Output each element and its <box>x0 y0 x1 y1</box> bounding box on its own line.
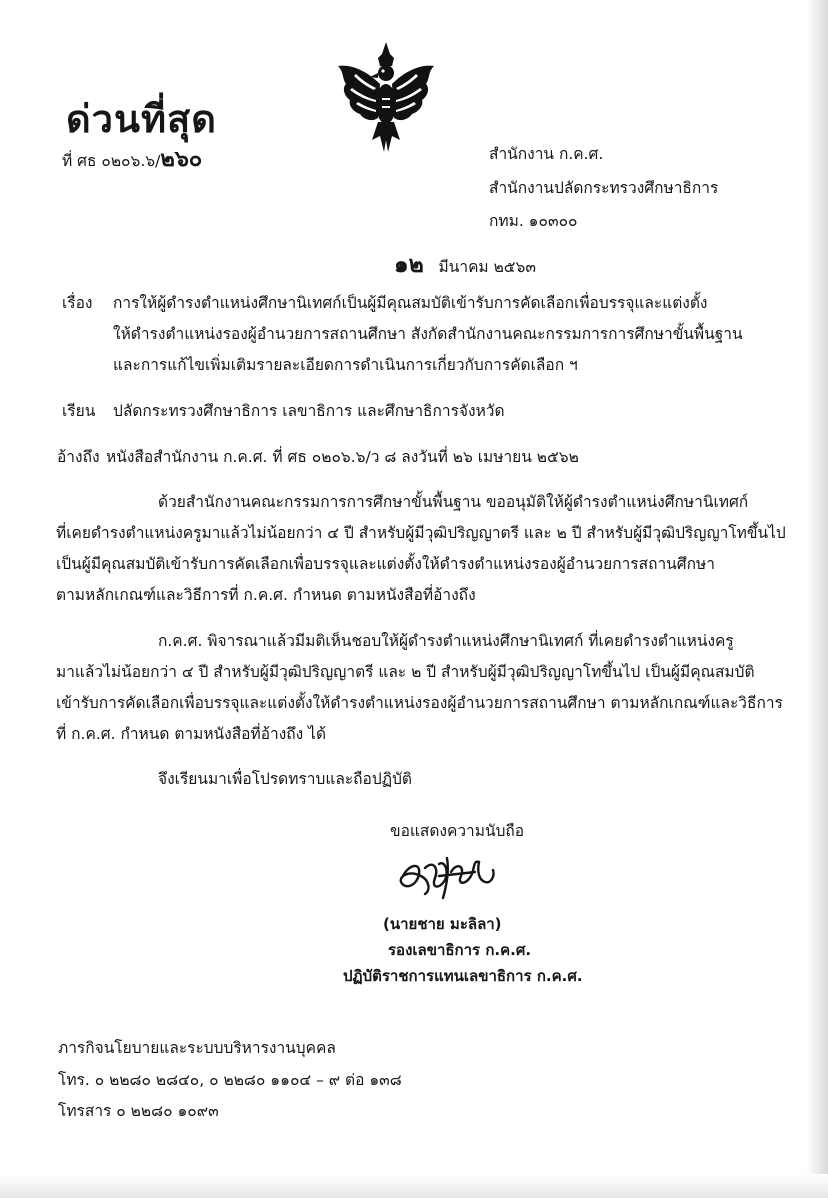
signer-name: (นายชาย มะลิลา) <box>383 915 502 933</box>
recipient-label: เรียน <box>62 402 96 420</box>
office-name-line-2: สำนักงานปลัดกระทรวงศึกษาธิการ <box>489 179 719 197</box>
page-edge-shadow <box>806 0 828 1198</box>
salutation: ขอแสดงความนับถือ <box>390 822 525 840</box>
page-bottom-shadow <box>0 1174 828 1198</box>
date-month-year: มีนาคม ๒๕๖๓ <box>438 258 536 276</box>
office-name-line-1: สำนักงาน ก.ค.ศ. <box>489 145 604 163</box>
subject-line-1: การให้ผู้ดำรงตำแหน่งศึกษานิเทศก์เป็นผู้มีคุณสมบัติเข้ารับการคัดเลือกเพื่อบรรจุและแต่งตั้ง <box>113 294 708 312</box>
closing-request: จึงเรียนมาเพื่อโปรดทราบและถือปฏิบัติ <box>158 770 412 788</box>
footer-phone: โทร. ๐ ๒๒๘๐ ๒๘๔๐, ๐ ๒๒๘๐ ๑๑๐๔ – ๙ ต่อ ๑๓๘ <box>58 1071 402 1089</box>
paragraph-2-line-4: ที่ ก.ค.ศ. กำหนด ตามหนังสือที่อ้างถึง ได้ <box>56 725 327 743</box>
garuda-emblem-icon <box>336 40 436 160</box>
reference-text: หนังสือสำนักงาน ก.ค.ศ. ที่ ศธ ๐๒๐๖.๖/ว ๘ ลงวันที่ ๒๖ เมษายน ๒๕๖๒ <box>106 448 579 466</box>
paragraph-2-line-1: ก.ค.ศ. พิจารณาแล้วมีมติเห็นชอบให้ผู้ดำรงตำแหน่งศึกษานิเทศก์ ที่เคยดำรงตำแหน่งครู <box>158 632 734 650</box>
paragraph-1-line-4: ตามหลักเกณฑ์และวิธีการที่ ก.ค.ศ. กำหนด ตามหนังสือที่อ้างถึง <box>56 586 476 604</box>
subject-line-3: และการแก้ไขเพิ่มเติมรายละเอียดการดำเนินการเกี่ยวกับการคัดเลือก ฯ <box>113 356 578 374</box>
paragraph-2-line-3: เข้ารับการคัดเลือกเพื่อบรรจุและแต่งตั้งให้ดำรงตำแหน่งรองผู้อำนวยการสถานศึกษา ตามหลักเกณฑ์และวิธีการ <box>56 694 783 712</box>
paragraph-1-line-3: เป็นผู้มีคุณสมบัติเข้ารับการคัดเลือกเพื่อบรรจุและแต่งตั้งให้ดำรงตำแหน่งรองผู้อำนวยการสถานศึกษา <box>56 555 715 573</box>
document-number-prefix: ที่ ศธ ๐๒๐๖.๖/ <box>62 152 161 170</box>
office-address: กทม. ๑๐๓๐๐ <box>489 212 578 230</box>
recipient-text: ปลัดกระทรวงศึกษาธิการ เลขาธิการ และศึกษาธิการจังหวัด <box>113 402 505 420</box>
paragraph-2-line-2: มาแล้วไม่น้อยกว่า ๔ ปี สำหรับผู้มีวุฒิปริญญาตรี และ ๒ ปี สำหรับผู้มีวุฒิปริญญาโทขึ้นไป เป็นผู้มีคุณสมบัติ <box>56 663 755 681</box>
subject-line-2: ให้ดำรงตำแหน่งรองผู้อำนวยการสถานศึกษา สังกัดสำนักงานคณะกรรมการการศึกษาขั้นพื้นฐาน <box>113 325 743 343</box>
subject-label: เรื่อง <box>62 294 93 312</box>
signer-title-1: รองเลขาธิการ ก.ค.ศ. <box>388 941 532 959</box>
paragraph-1-line-1: ด้วยสำนักงานคณะกรรมการการศึกษาขั้นพื้นฐาน ขออนุมัติให้ผู้ดำรงตำแหน่งศึกษานิเทศก์ <box>158 493 749 511</box>
date-day: ๑๒ <box>394 252 424 278</box>
signer-title-2: ปฏิบัติราชการแทนเลขาธิการ ก.ค.ศ. <box>343 967 583 985</box>
document-number-handwritten: ๒๖๐ <box>160 147 203 172</box>
document-date <box>394 247 536 283</box>
paragraph-1-line-2: ที่เคยดำรงตำแหน่งครูมาแล้วไม่น้อยกว่า ๔ ปี สำหรับผู้มีวุฒิปริญญาตรี และ ๒ ปี สำหรับผู้มีวุฒิปริญญาโทขึ้นไป <box>56 524 786 542</box>
reference-label: อ้างถึง <box>57 448 100 466</box>
footer-fax: โทรสาร ๐ ๒๒๘๐ ๑๐๙๓ <box>58 1102 219 1120</box>
footer-department: ภารกิจนโยบายและระบบบริหารงานบุคคล <box>58 1039 336 1057</box>
urgency-stamp: ด่วนที่สุด <box>66 97 217 141</box>
document-number <box>62 141 202 176</box>
handwritten-signature-icon <box>395 846 505 906</box>
